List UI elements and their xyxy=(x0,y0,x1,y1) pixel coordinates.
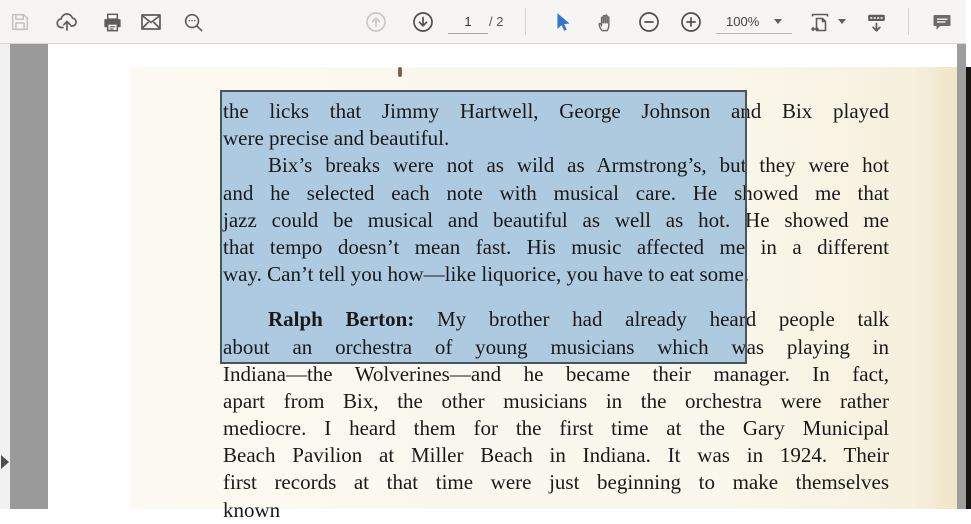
page-blemish xyxy=(398,67,402,77)
previous-page-button xyxy=(362,8,390,36)
text-line: apart from Bix, the other musicians in the orchestra were rather xyxy=(223,388,889,413)
comment-button[interactable] xyxy=(928,8,956,36)
canvas-background xyxy=(10,44,48,509)
text-line: jazz could be musical and beautiful as well as hot. He showed me xyxy=(223,207,889,232)
arrow-up-circle-icon xyxy=(364,10,388,34)
hand-tool-button[interactable] xyxy=(592,8,620,36)
pdf-page xyxy=(48,44,957,522)
toolbar-collapse-icon xyxy=(864,10,889,35)
page-text xyxy=(223,98,889,524)
book-scan xyxy=(130,67,971,522)
zoom-dropdown-underline xyxy=(716,33,792,34)
share-button[interactable] xyxy=(53,8,81,36)
text-line: first records at that time were just beginning to make themselves xyxy=(223,470,889,495)
page-count-label: / 2 xyxy=(489,14,504,29)
text-line: that tempo doesn’t mean fast. His music affected me in a different xyxy=(223,234,889,259)
search-button[interactable] xyxy=(179,8,207,36)
vertical-scrollbar[interactable] xyxy=(957,44,966,509)
zoom-out-button[interactable] xyxy=(635,8,663,36)
chevron-down-icon[interactable] xyxy=(838,19,846,24)
page-number-input[interactable] xyxy=(448,10,488,34)
save-icon xyxy=(9,11,31,33)
fit-width-icon xyxy=(808,10,832,34)
pane-expand-arrow-icon[interactable] xyxy=(1,455,9,469)
fit-width-button[interactable] xyxy=(806,8,834,36)
text-line: about an orchestra of young musicians which was playing in xyxy=(223,334,889,359)
search-icon xyxy=(182,11,205,34)
text-line: way. Can’t tell you how—like liquorice, you have to eat some. xyxy=(223,262,750,287)
toolbar-separator xyxy=(908,8,909,35)
zoom-in-button[interactable] xyxy=(677,8,705,36)
envelope-icon xyxy=(139,10,163,34)
text-line: known xyxy=(223,497,281,522)
toolbar-separator xyxy=(525,8,526,35)
next-page-button[interactable] xyxy=(409,8,437,36)
text-line: Ralph Berton: My brother had already heard people talk xyxy=(268,307,889,332)
text-line: Indiana—the Wolverines—and he became their manager. In fact, xyxy=(223,361,889,386)
text-line: mediocre. I heard them for the first time at the Gary Municipal xyxy=(223,416,889,441)
cloud-upload-icon xyxy=(55,10,79,34)
print-button[interactable] xyxy=(98,8,126,36)
document-viewport xyxy=(0,44,966,522)
plus-circle-icon xyxy=(679,10,703,34)
navigation-pane-strip xyxy=(0,44,10,509)
text-line: Beach Pavilion at Miller Beach in Indiana. It was in 1924. Their xyxy=(223,443,889,468)
save-button xyxy=(6,8,34,36)
comment-bubble-icon xyxy=(930,10,954,34)
cursor-arrow-icon xyxy=(551,11,573,33)
text-line: and he selected each note with musical care. He showed me that xyxy=(223,180,889,205)
zoom-level-value[interactable]: 100% xyxy=(726,14,760,29)
chevron-down-icon[interactable] xyxy=(774,19,782,24)
text-line: were precise and beautiful. xyxy=(223,126,450,151)
printer-icon xyxy=(101,11,124,34)
email-button[interactable] xyxy=(137,8,165,36)
collapse-toolbar-button[interactable] xyxy=(862,8,890,36)
select-tool-button[interactable] xyxy=(548,8,576,36)
speaker-name: Ralph Berton: xyxy=(268,307,415,332)
minus-circle-icon xyxy=(637,10,661,34)
hand-icon xyxy=(595,11,618,34)
text-line: the licks that Jimmy Hartwell, George Johnson and Bix played xyxy=(223,99,889,123)
arrow-down-circle-icon xyxy=(411,10,435,34)
text-line: Bix’s breaks were not as wild as Armstrong’s, but they were hot xyxy=(268,153,889,178)
toolbar xyxy=(0,0,966,44)
